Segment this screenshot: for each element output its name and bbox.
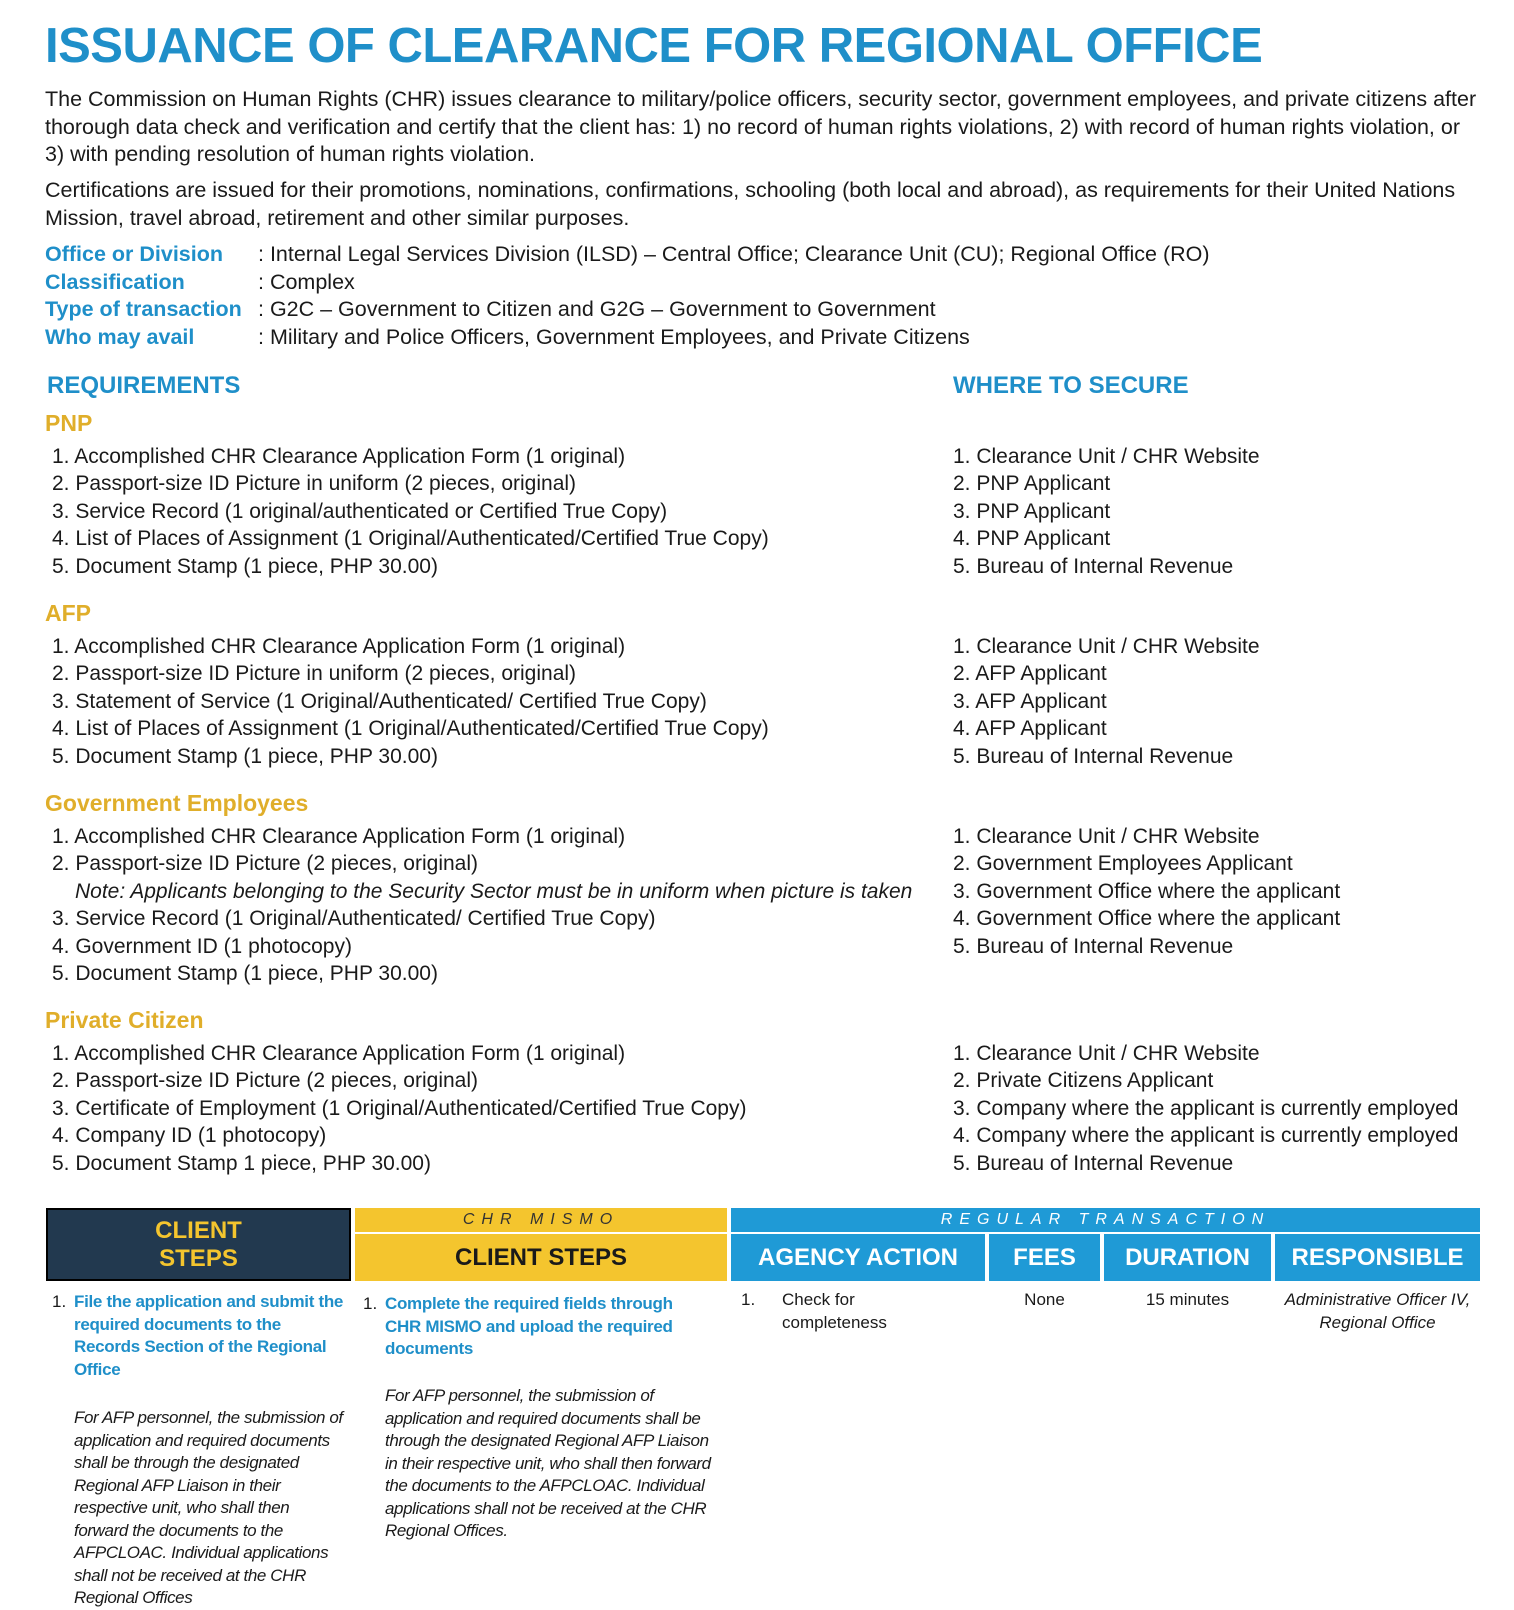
info-row-office — [45, 241, 1210, 269]
list-item: 3. Government Office where the applicant — [953, 879, 1341, 903]
mismo-step-note: For AFP personnel, the submission of application and required documents shall be through the designated Regional AFP Liaison in their respective unit, who shall then forward the documents to the AFPCLOAC. Individual applications shall not be received at the CHR Regional Offices. — [385, 1386, 711, 1540]
client-step-note: For AFP personnel, the submission of application and required documents shall be through the designated Regional AFP Liaison in their respective unit, who shall then forward the documents to the AFPCLOAC. Individual applications shall not be received at the CHR Regional Offices — [74, 1408, 343, 1607]
category-afp: AFP — [45, 600, 91, 626]
list-item: 5. Document Stamp 1 piece, PHP 30.00) — [52, 1151, 431, 1175]
info-value: : Internal Legal Services Division (ILSD) – Central Office; Clearance Unit (CU); Regional Office (RO) — [258, 242, 1210, 266]
list-item: 5. Document Stamp (1 piece, PHP 30.00) — [52, 554, 438, 578]
list-item: 4. List of Places of Assignment (1 Original/Authenticated/Certified True Copy) — [52, 527, 769, 551]
pnp-requirements-list — [52, 443, 769, 580]
regular-transaction-band: REGULAR TRANSACTION — [731, 1208, 1480, 1232]
list-item: 1. Clearance Unit / CHR Website — [953, 825, 1260, 848]
category-government-employees: Government Employees — [45, 790, 309, 816]
list-item: 1. Accomplished CHR Clearance Application Form (1 original) — [52, 445, 626, 468]
list-item: 3. Company where the applicant is currently employed — [953, 1096, 1459, 1120]
step-number: 1. — [741, 1290, 756, 1309]
info-row-who — [45, 324, 1210, 352]
list-item: 3. Service Record (1 Original/Authenticated/ Certified True Copy) — [52, 907, 656, 931]
list-item: 5. Bureau of Internal Revenue — [953, 934, 1234, 958]
responsible-value: Administrative Officer IV, Regional Office — [1284, 1290, 1471, 1332]
info-label: Who may avail — [45, 324, 195, 349]
list-item: 5. Bureau of Internal Revenue — [953, 744, 1234, 768]
private-sources-list — [953, 1040, 1458, 1177]
list-item: 3. Certificate of Employment (1 Original/Authenticated/Certified True Copy) — [52, 1096, 747, 1120]
list-item: 2. Passport-size ID Picture (2 pieces, original) — [52, 852, 478, 876]
list-item: 1. Clearance Unit / CHR Website — [953, 445, 1260, 468]
duration-header: DURATION — [1104, 1234, 1271, 1281]
info-label: Type of transaction — [45, 297, 242, 321]
note-text: Note: Applicants belonging to the Security Sector must be in uniform when picture is taken — [75, 879, 913, 903]
list-item: 5. Document Stamp (1 piece, PHP 30.00) — [52, 961, 438, 985]
requirements-heading: REQUIREMENTS — [47, 372, 241, 399]
info-value: : Complex — [258, 269, 355, 294]
list-item: 4. AFP Applicant — [953, 717, 1107, 741]
list-item: 2. Private Citizens Applicant — [953, 1069, 1214, 1093]
list-item: 3. Service Record (1 original/authenticated or Certified True Copy) — [52, 499, 668, 523]
list-item: 5. Bureau of Internal Revenue — [953, 1151, 1234, 1175]
agency-action-text: Check for completeness — [782, 1290, 887, 1332]
agency-action-header: AGENCY ACTION — [731, 1234, 985, 1281]
info-value: : Military and Police Officers, Government Employees, and Private Citizens — [258, 324, 970, 349]
gov-requirements-list — [52, 823, 912, 987]
category-private-citizen: Private Citizen — [45, 1007, 204, 1033]
list-item: 4. Company ID (1 photocopy) — [52, 1124, 327, 1148]
list-item: 5. Document Stamp (1 piece, PHP 30.00) — [52, 744, 438, 768]
step-number: 1. — [363, 1294, 378, 1313]
list-item: 2. Government Employees Applicant — [953, 852, 1293, 876]
client-steps-header: CLIENT STEPS — [46, 1208, 351, 1281]
chr-mismo-band: CHR MISMO — [355, 1208, 727, 1232]
private-requirements-list — [52, 1040, 746, 1177]
list-item: 3. AFP Applicant — [953, 689, 1107, 713]
list-item: 2. AFP Applicant — [953, 662, 1107, 686]
list-item: 4. Government ID (1 photocopy) — [52, 934, 352, 958]
list-item: 2. PNP Applicant — [953, 472, 1111, 496]
duration-value: 15 minutes — [1145, 1290, 1230, 1309]
list-item: 2. Passport-size ID Picture in uniform (2 pieces, original) — [52, 662, 577, 686]
pnp-sources-list — [953, 443, 1260, 580]
afp-requirements-list — [52, 633, 769, 770]
page-title: ISSUANCE OF CLEARANCE FOR REGIONAL OFFICE — [45, 19, 1263, 73]
list-item: 5. Bureau of Internal Revenue — [953, 554, 1234, 578]
list-item: 4. List of Places of Assignment (1 Original/Authenticated/Certified True Copy) — [52, 717, 769, 741]
mismo-client-steps-header: CLIENT STEPS — [355, 1234, 727, 1281]
list-item: 4. Company where the applicant is currently employed — [953, 1124, 1459, 1148]
info-label: Office or Division — [45, 242, 224, 266]
list-item: 1. Accomplished CHR Clearance Application Form (1 original) — [52, 635, 626, 658]
info-label: Classification — [45, 269, 185, 294]
client-step-text: File the application and submit the required documents to the Records Section of the Regional Office — [74, 1292, 344, 1379]
list-item: 4. Government Office where the applicant — [953, 907, 1341, 931]
category-pnp: PNP — [45, 410, 93, 436]
list-item: 1. Clearance Unit / CHR Website — [953, 635, 1260, 658]
list-item: 1. Accomplished CHR Clearance Application Form (1 original) — [52, 1042, 626, 1065]
fees-header: FEES — [989, 1234, 1100, 1281]
service-info — [45, 241, 1210, 351]
list-item: 1. Clearance Unit / CHR Website — [953, 1042, 1260, 1065]
list-item: 4. PNP Applicant — [953, 527, 1111, 551]
list-item: 3. Statement of Service (1 Original/Authenticated/ Certified True Copy) — [52, 689, 707, 713]
list-item: 2. Passport-size ID Picture in uniform (2 pieces, original) — [52, 472, 577, 496]
where-to-secure-heading: WHERE TO SECURE — [953, 372, 1189, 399]
step-number: 1. — [52, 1292, 67, 1311]
afp-sources-list — [953, 633, 1260, 770]
info-row-transaction — [45, 296, 1210, 324]
list-item: 2. Passport-size ID Picture (2 pieces, original) — [52, 1069, 478, 1093]
info-row-classification — [45, 269, 1210, 297]
list-item: 3. PNP Applicant — [953, 499, 1111, 523]
mismo-step-text: Complete the required fields through CHR MISMO and upload the required documents — [385, 1294, 673, 1358]
list-item: 1. Accomplished CHR Clearance Application Form (1 original) — [52, 825, 626, 848]
gov-sources-list — [953, 823, 1340, 960]
intro-paragraph-1: The Commission on Human Rights (CHR) issues clearance to military/police officers, security sector, government employees, and private citizens after thorough data check and verification and certify that the client has: 1) no record of human rights violations, 2) with record of human rights violation, or 3) with pending resolution of human rights violation. — [45, 87, 1477, 166]
intro-paragraph-2: Certifications are issued for their promotions, nominations, confirmations, schooling (both local and abroad), as requirements for their United Nations Mission, travel abroad, retirement and other similar purposes. — [45, 178, 1456, 230]
responsible-header: RESPONSIBLE — [1275, 1234, 1480, 1281]
fees-value: None — [1024, 1290, 1065, 1309]
info-value: : G2C – Government to Citizen and G2G – Government to Government — [258, 297, 936, 321]
